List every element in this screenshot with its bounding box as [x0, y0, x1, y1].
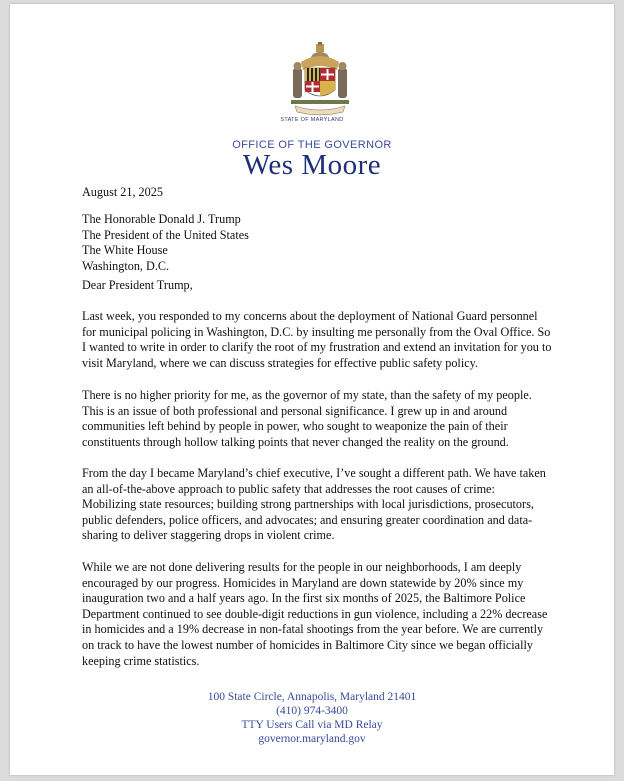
- salutation-text: Dear President Trump,: [82, 278, 193, 292]
- paragraph-text: From the day I became Maryland’s chief executive, I’ve sought a different path. We have taken an all-of-the-above approach to public safety that addresses the root causes of crime: Mobilizing state resources; building strong partnerships with local jurisdictions, prosecutors, public defenders, police officers, and advocates; and ensuring greater coordination and data-sharing to deliver staggering drops in violent crime.: [82, 466, 546, 543]
- recipient-line: Washington, D.C.: [82, 258, 170, 273]
- seal-caption: [10, 117, 614, 123]
- paragraph-3: [82, 466, 552, 544]
- paragraph-4: [82, 560, 552, 669]
- recipient-address: [82, 212, 552, 274]
- maryland-seal-icon: [287, 42, 353, 122]
- paragraph-text: There is no higher priority for me, as the governor of my state, than the safety of my people. This is an issue of both professional and personal significance. I grew up in and around communities left behind by people in power, who sought to weaponize the pain of their constituents through hollow talking points that never changed the reality on the ground.: [82, 388, 532, 449]
- date-text: August 21, 2025: [82, 185, 163, 199]
- recipient-line: The President of the United States: [82, 227, 249, 242]
- office-title: OFFICE OF THE GOVERNOR: [232, 139, 392, 151]
- salutation: [82, 278, 552, 294]
- paragraph-text: Last week, you responded to my concerns about the deployment of National Guard personnel for municipal policing in Washington, D.C. by insulting me personally from the Oval Office. So I wanted to write in order to clarify the root of my frustration and extend an invitation for you to visit Maryland, where we can discuss strategies for effective public safety policy.: [82, 309, 552, 370]
- paragraph-2: [82, 388, 552, 450]
- recipient-line: The White House: [82, 243, 168, 258]
- letter-page: [10, 4, 614, 775]
- paragraph-text: While we are not done delivering results for the people in our neighborhoods, I am deeply encouraged by our progress. Homicides in Maryland are down statewide by 20% since my inauguration two and a half years ago. In the first six months of 2025, the Baltimore Police Department continued to see double-digit reductions in gun violence, including a 22% decrease in homicides and a 19% decrease in non-fatal shootings from the year before. We are currently on track to have the lowest number of homicides in Baltimore City since we began officially keeping crime statistics.: [82, 560, 548, 668]
- footer-tty: TTY Users Call via MD Relay: [241, 719, 383, 731]
- footer-phone: (410) 974-3400: [276, 705, 348, 717]
- footer-address: 100 State Circle, Annapolis, Maryland 21401: [207, 691, 417, 703]
- letter-date: [82, 185, 552, 201]
- recipient-line: The Honorable Donald J. Trump: [82, 212, 241, 226]
- seal-caption-text: STATE OF MARYLAND: [280, 117, 344, 123]
- paragraph-1: [82, 309, 552, 371]
- governor-name: Wes Moore: [242, 149, 382, 181]
- footer-website: governor.maryland.gov: [258, 733, 366, 745]
- letterhead-footer: [10, 690, 614, 746]
